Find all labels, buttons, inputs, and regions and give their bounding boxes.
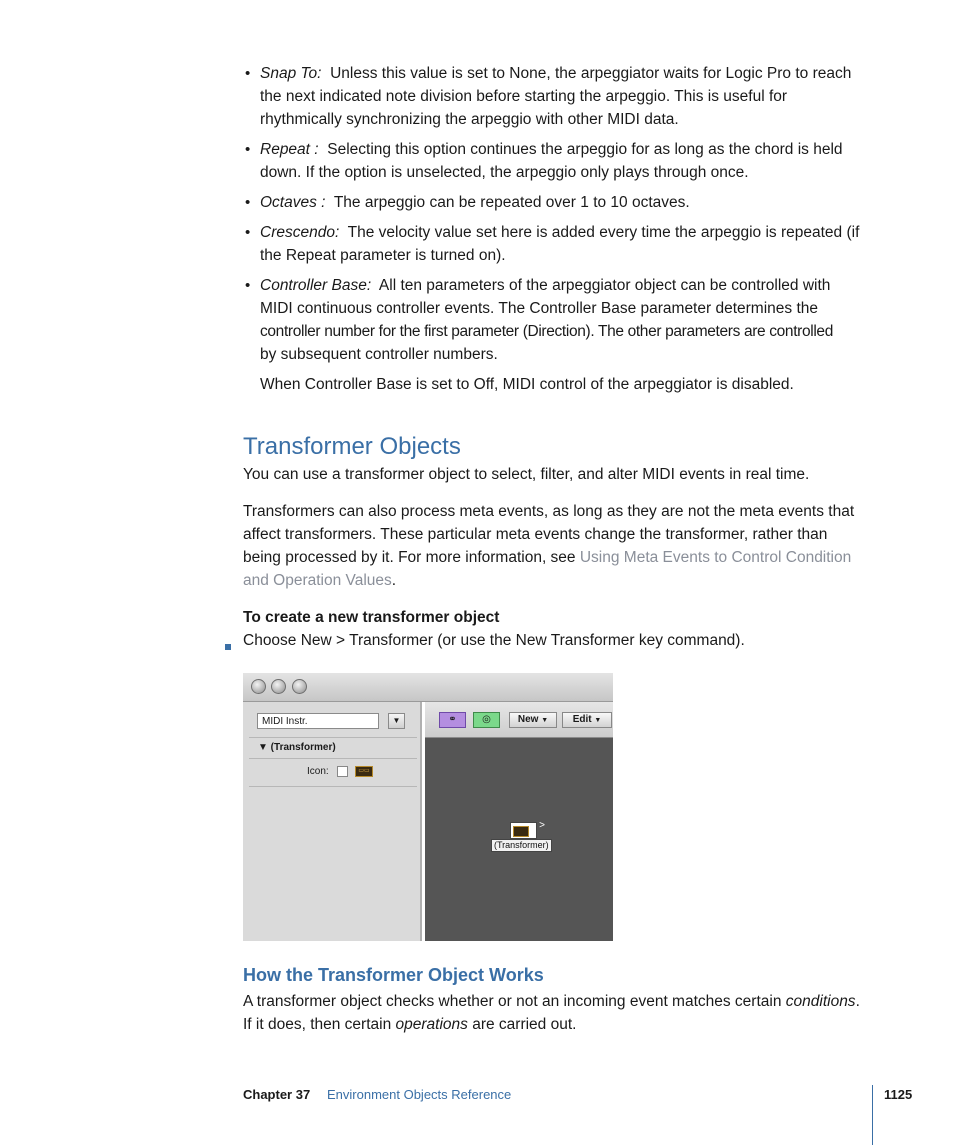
bullet-dot: • <box>245 277 251 294</box>
page-number: 1125 <box>884 1087 913 1102</box>
chevron-down-icon: ▼ <box>541 717 549 724</box>
section-heading-transformer-objects: Transformer Objects <box>243 433 461 460</box>
bullet-text: The arpeggio can be repeated over 1 to 10 octaves. <box>333 194 690 211</box>
edit-menu-label: Edit <box>572 714 592 725</box>
bullet-text: All ten parameters of the arpeggiator object can be controlled with <box>378 277 831 294</box>
term-label: Controller Base: <box>260 277 372 294</box>
environment-toolbar <box>425 702 613 738</box>
task-heading: To create a new transformer object <box>243 609 500 626</box>
bullet-text: down. If the option is unselected, the arpeggio only plays through once. <box>260 164 749 181</box>
bullet-text: the Repeat parameter is turned on). <box>260 247 506 264</box>
transformer-object-icon <box>513 826 529 837</box>
bullet-text: controller number for the first parameter (Direction). The other parameters are controlled <box>260 323 833 340</box>
footer-divider <box>872 1085 873 1145</box>
bullet-dot: • <box>245 194 251 211</box>
new-menu-label: New <box>517 714 539 725</box>
environment-area <box>425 702 613 941</box>
bullet-dot: • <box>245 65 251 82</box>
term-label: Octaves : <box>260 194 326 211</box>
bullet-text: MIDI continuous controller events. The Controller Base parameter determines the <box>260 300 818 317</box>
bullet-text: by subsequent controller numbers. <box>260 346 498 363</box>
term-label: Snap To: <box>260 65 322 82</box>
zoom-window-icon[interactable] <box>292 679 307 694</box>
paragraph-line: are carried out. <box>467 1016 577 1033</box>
task-step: Choose New > Transformer (or use the New Transformer key command). <box>243 632 745 649</box>
icon-label: Icon: <box>307 766 329 777</box>
paragraph-line: Transformers can also process meta events, as long as they are not the meta events that <box>243 503 855 520</box>
punctuation: . <box>855 993 860 1010</box>
term-label: Crescendo: <box>260 224 340 241</box>
transformer-object[interactable] <box>510 820 545 839</box>
bullet-snap-to <box>245 62 885 131</box>
bullet-crescendo <box>245 221 885 267</box>
bullet-text: the next indicated note division before starting the arpeggio. This is useful for <box>260 88 788 105</box>
logic-environment-screenshot <box>243 673 613 941</box>
new-menu-button[interactable] <box>509 712 557 728</box>
section-heading-how-it-works: How the Transformer Object Works <box>243 965 544 985</box>
meta-events-link[interactable]: Using Meta Events to Control Condition <box>579 549 852 566</box>
chevron-down-icon[interactable]: ▼ <box>388 713 405 729</box>
footer-chapter: Chapter 37 <box>243 1087 311 1102</box>
paragraph-line: being processed by it. For more information, see <box>243 549 580 566</box>
minimize-window-icon[interactable] <box>271 679 286 694</box>
bullet-octaves <box>245 191 885 214</box>
paragraph-intro: You can use a transformer object to select, filter, and alter MIDI events in real time. <box>243 466 810 483</box>
bullet-dot: • <box>245 224 251 241</box>
bullet-controller-base <box>245 274 890 366</box>
paragraph-line: affect transformers. These particular meta events change the transformer, rather than <box>243 526 828 543</box>
link-icon[interactable]: ⚭ <box>439 712 466 728</box>
chevron-down-icon: ▼ <box>594 717 602 724</box>
paragraph-meta-events <box>243 500 893 592</box>
inspector-panel <box>243 702 422 941</box>
meta-events-link-cont[interactable]: and Operation Values <box>243 572 392 589</box>
bullet-text: The velocity value set here is added every time the arpeggio is repeated (if <box>347 224 860 241</box>
divider <box>249 786 417 787</box>
footer-chapter-title[interactable]: Environment Objects Reference <box>327 1087 512 1102</box>
object-type-select[interactable]: MIDI Instr. <box>257 713 379 729</box>
transformer-object-label[interactable]: (Transformer) <box>491 839 552 852</box>
inspector-section-header[interactable]: ▼ (Transformer) <box>258 742 336 753</box>
emphasis-conditions: conditions <box>785 993 856 1010</box>
paragraph-line: If it does, then certain <box>243 1016 396 1033</box>
environment-canvas[interactable] <box>425 738 613 941</box>
edit-menu-button[interactable] <box>562 712 612 728</box>
close-window-icon[interactable] <box>251 679 266 694</box>
term-label: Repeat : <box>260 141 319 158</box>
paragraph-line: A transformer object checks whether or not an incoming event matches certain <box>243 993 786 1010</box>
controller-note: When Controller Base is set to Off, MIDI control of the arpeggiator is disabled. <box>260 376 794 393</box>
task-step-bullet <box>225 637 231 655</box>
transformer-icon[interactable]: ▭▭ <box>355 766 373 777</box>
bullet-text: Unless this value is set to None, the arpeggiator waits for Logic Pro to reach <box>330 65 852 82</box>
icon-checkbox[interactable] <box>337 766 348 777</box>
window-titlebar <box>243 673 613 702</box>
emphasis-operations: operations <box>395 1016 468 1033</box>
bullet-dot: • <box>245 141 251 158</box>
divider <box>249 737 417 738</box>
midi-out-icon[interactable]: ◎ <box>473 712 500 728</box>
paragraph-how-it-works <box>243 990 893 1036</box>
bullet-repeat <box>245 138 885 184</box>
object-output-arrow[interactable]: > <box>539 820 545 831</box>
bullet-text: rhythmically synchronizing the arpeggio with other MIDI data. <box>260 111 679 128</box>
paragraph-end: . <box>391 572 397 589</box>
bullet-text: Selecting this option continues the arpeggio for as long as the chord is held <box>327 141 843 158</box>
divider <box>249 758 417 759</box>
